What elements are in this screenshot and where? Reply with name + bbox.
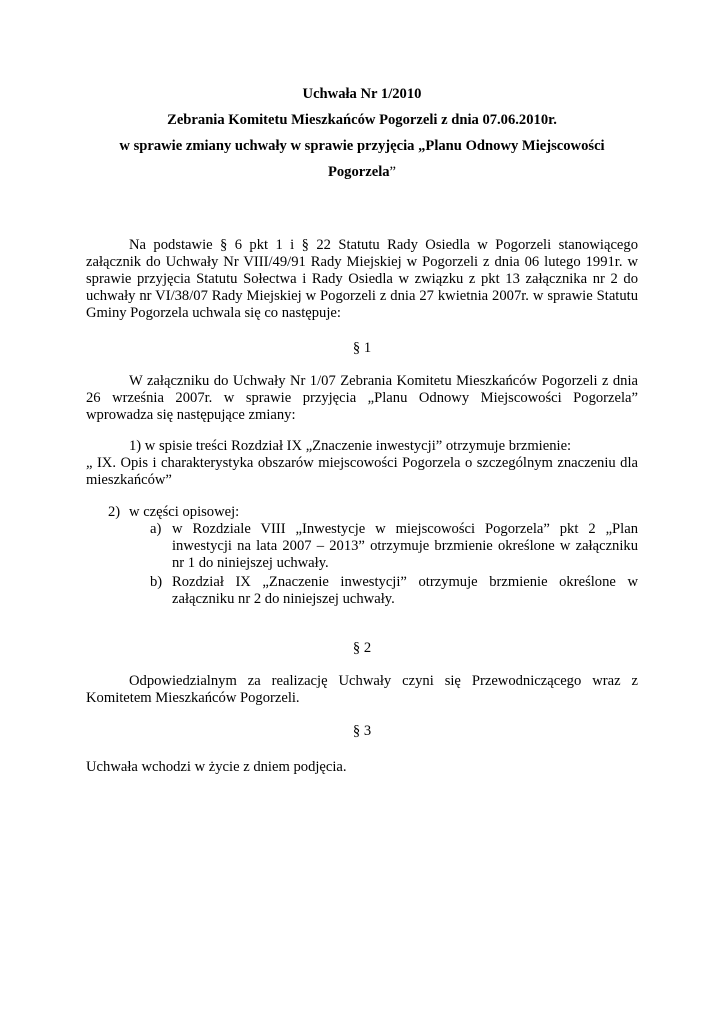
subject-closing-quote: ”	[389, 164, 397, 180]
section-1-intro-line: wprowadza się następujące zmiany:	[86, 407, 296, 423]
section-1-intro	[86, 373, 638, 424]
section-1-intro-line: 26 września 2007r. w sprawie przyjęcia „Planu Odnowy Miejscowości Pogorzela”	[86, 390, 638, 406]
preamble	[86, 237, 638, 322]
section-2-line: Odpowiedzialnym za realizację Uchwały czyni się Przewodniczącego wraz z	[129, 673, 638, 689]
item-2b-label: b)	[150, 574, 163, 590]
item-2b-line: załączniku nr 2 do niniejszej uchwały.	[172, 591, 395, 607]
section-3-line: Uchwała wchodzi w życie z dniem podjęcia.	[86, 759, 347, 775]
preamble-line: uchwały nr VI/38/07 Rady Miejskiej w Pogorzeli z dnia 27 kwietnia 2007r. w sprawie Statutu	[86, 288, 638, 304]
item-2a-line: inwestycji na lata 2007 – 2013” otrzymuje brzmienie określone w załączniku	[172, 538, 638, 554]
section-1-item-1	[86, 438, 638, 489]
preamble-line: Na podstawie § 6 pkt 1 i § 22 Statutu Rady Osiedla w Pogorzeli stanowiącego	[129, 237, 638, 253]
item-2b-body	[172, 574, 638, 608]
resolution-subject: w sprawie zmiany uchwały w sprawie przyjęcia „Planu Odnowy Miejscowości	[119, 138, 605, 154]
item-2-text: w części opisowej:	[129, 504, 240, 520]
section-2-heading: § 2	[352, 640, 372, 656]
item-1-text: 1) w spisie treści Rozdział IX „Znaczenie inwestycji” otrzymuje brzmienie:	[129, 438, 572, 454]
section-1-heading: § 1	[352, 340, 372, 356]
preamble-line: Gminy Pogorzela uchwala się co następuje:	[86, 305, 341, 321]
item-1-quote-line: mieszkańców”	[86, 472, 172, 488]
section-2-line: Komitetem Mieszkańców Pogorzeli.	[86, 690, 300, 706]
item-2a-line: nr 1 do niniejszej uchwały.	[172, 555, 329, 571]
item-2-label: 2)	[108, 504, 121, 520]
item-2a-line: w Rozdziale VIII „Inwestycje w miejscowości Pogorzela” pkt 2 „Plan	[172, 521, 638, 537]
section-2-body	[86, 673, 638, 707]
item-1-quote-line: „ IX. Opis i charakterystyka obszarów miejscowości Pogorzela o szczególnym znaczeniu dla	[86, 455, 638, 471]
item-2a-label: a)	[150, 521, 162, 537]
item-2a-body	[172, 521, 638, 572]
subject-continued-text: Pogorzela	[327, 164, 390, 180]
item-2b-line: Rozdział IX „Znaczenie inwestycji” otrzymuje brzmienie określone w	[172, 574, 638, 590]
resolution-subject-continued	[86, 164, 638, 181]
resolution-number: Uchwała Nr 1/2010	[302, 86, 422, 102]
section-3-heading: § 3	[352, 723, 372, 739]
preamble-line: załącznik do Uchwały Nr VIII/49/91 Rady Miejskiej w Pogorzeli z dnia 06 lutego 1991r. w	[86, 254, 638, 270]
resolution-meeting: Zebrania Komitetu Mieszkańców Pogorzeli z dnia 07.06.2010r.	[167, 112, 557, 128]
preamble-line: sprawie przyjęcia Statutu Sołectwa i Rady Osiedla w związku z pkt 13 załącznika nr 2 do	[86, 271, 638, 287]
section-1-intro-line: W załączniku do Uchwały Nr 1/07 Zebrania Komitetu Mieszkańców Pogorzeli z dnia	[129, 373, 638, 389]
section-3-body	[86, 759, 638, 776]
